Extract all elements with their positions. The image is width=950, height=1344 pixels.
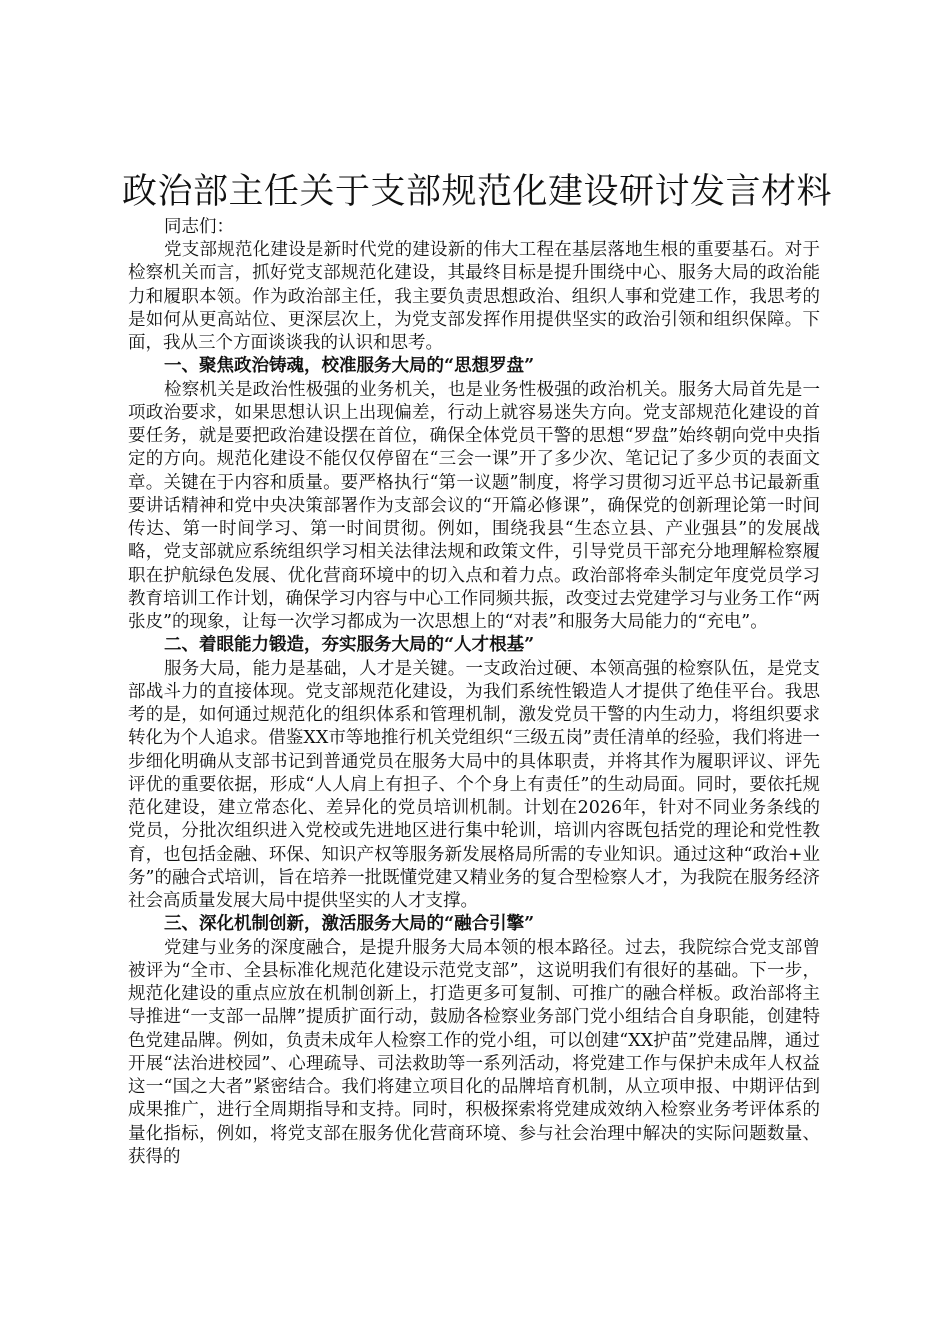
section-heading-3: 三、深化机制创新，激活服务大局的“融合引擎” [164,914,535,935]
section-body-3: 党建与业务的深度融合，是提升服务大局本领的根本路径。过去，我院综合党支部曾被评为“全市、全县标准化规范化建设示范党支部”，这说明我们有很好的基础。下一步，规范化建设的重点应放在机制创新上，打造更多可复制、可推广的融合样板。政治部将主导推进“一支部一品牌”提质扩面行动，鼓励各检察业务部门党小组结合自身职能，创建特色党建品牌。例如，负责未成年人检察工作的党小组，可以创建“XX护苗”党建品牌，通过开展“法治进校园”、心理疏导、司法救助等一系列活动，将党建工作与保护未成年人权益这一“国之大者”紧密结合。我们将建立项目化的品牌培育机制，从立项申报、中期评估到成果推广，进行全周期指导和支持。同时，积极探索将党建成效纳入检察业务考评体系的量化指标，例如，将党支部在服务优化营商环境、参与社会治理中解决的实际问题数量、获得的 [128,937,820,1167]
intro-paragraph: 党支部规范化建设是新时代党的建设新的伟大工程在基层落地生根的重要基石。对于检察机关而言，抓好党支部规范化建设，其最终目标是提升围绕中心、服务大局的政治能力和履职本领。作为政治部主任，我主要负责思想政治、组织人事和党建工作，我思考的是如何从更高站位、更深层次上，为党支部发挥作用提供坚实的政治引领和组织保障。下面，我从三个方面谈谈我的认识和思考。 [128,240,820,353]
document-page [122,168,833,1169]
salutation: 同志们： [164,217,234,237]
section-heading-1: 一、聚焦政治铸魂，校准服务大局的“思想罗盘” [164,356,535,377]
section-body-1: 检察机关是政治性极强的业务机关，也是业务性极强的政治机关。服务大局首先是一项政治要求，如果思想认识上出现偏差，行动上就容易迷失方向。党支部规范化建设的首要任务，就是要把政治建设摆在首位，确保全体党员干警的思想“罗盘”始终朝向党中央指定的方向。规范化建设不能仅仅停留在“三会一课”开了多少次、笔记记了多少页的表面文章。关键在于内容和质量。要严格执行“第一议题”制度，将学习贯彻习近平总书记最新重要讲话精神和党中央决策部署作为支部会议的“开篇必修课”，确保党的创新理论第一时间传达、第一时间学习、第一时间贯彻。例如，围绕我县“生态立县、产业强县”的发展战略，党支部就应系统组织学习相关法律法规和政策文件，引导党员干部充分地理解检察履职在护航绿色发展、优化营商环境中的切入点和着力点。政治部将牵头制定年度党员学习教育培训工作计划，确保学习内容与中心工作同频共振，改变过去党建学习与业务工作“两张皮”的现象，让每一次学习都成为一次思想上的“对表”和服务大局能力的“充电”。 [128,379,820,632]
section-body-2: 服务大局，能力是基础，人才是关键。一支政治过硬、本领高强的检察队伍，是党支部战斗力的直接体现。党支部规范化建设，为我们系统性锻造人才提供了绝佳平台。我思考的是，如何通过规范化的组织体系和管理机制，激发党员干警的内生动力，将组织要求转化为个人追求。借鉴XX市等地推行机关党组织“三级五岗”责任清单的经验，我们将进一步细化明确从支部书记到普通党员在服务大局中的具体职责，并将其作为履职评议、评先评优的重要依据，形成“人人肩上有担子、个个身上有责任”的生动局面。同时，要依托规范化建设，建立常态化、差异化的党员培训机制。计划在2026年，针对不同业务条线的党员，分批次组织进入党校或先进地区进行集中轮训，培训内容既包括党的理论和党性教育，也包括金融、环保、知识产权等服务新发展格局所需的专业知识。通过这种“政治+业务”的融合式培训，旨在培养一批既懂党建又精业务的复合型检察人才，为我院在服务经济社会高质量发展大局中提供坚实的人才支撑。 [128,658,820,911]
document-title: 政治部主任关于支部规范化建设研讨发言材料 [122,172,833,212]
section-heading-2: 二、着眼能力锻造，夯实服务大局的“人才根基” [164,635,535,656]
